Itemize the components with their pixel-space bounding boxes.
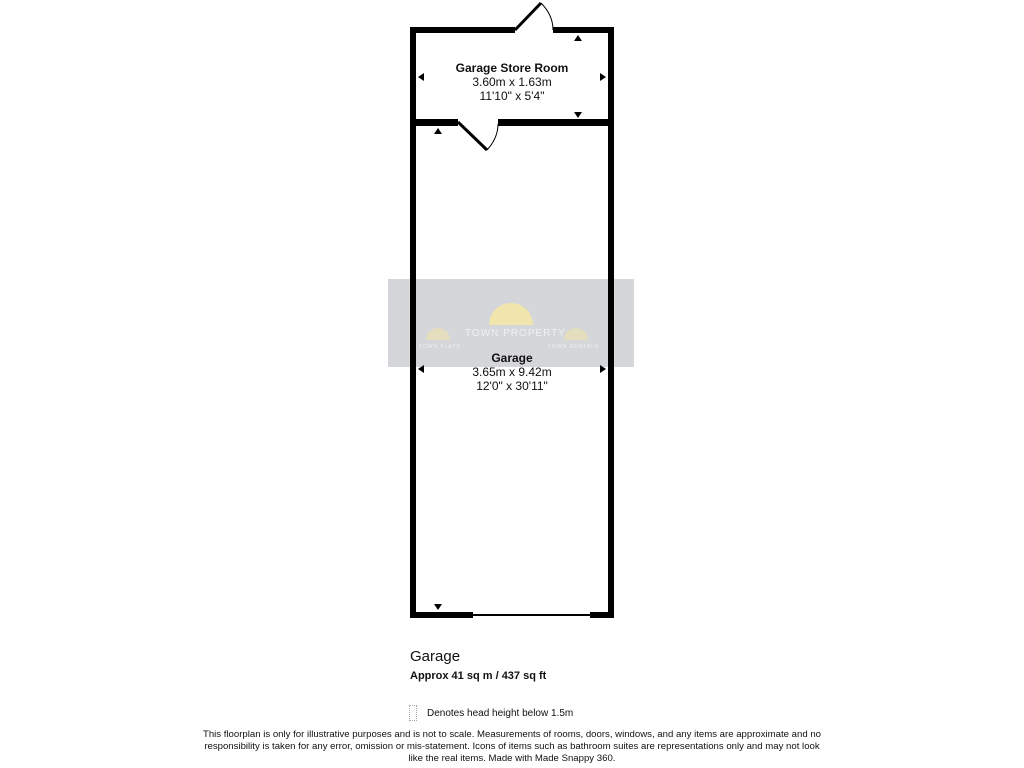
room-name: Garage: [491, 351, 533, 365]
room-metric: 3.65m x 9.42m: [472, 365, 552, 379]
walls: [410, 27, 614, 618]
floor-area: Approx 41 sq m / 437 sq ft: [410, 670, 547, 682]
room-imperial: 11'10" x 5'4": [479, 89, 545, 103]
room-name: Garage Store Room: [455, 61, 569, 75]
legend-text: Denotes head height below 1.5m: [427, 707, 574, 719]
head-height-legend-icon: [409, 705, 417, 721]
watermark-left: TOWN FLATS: [419, 344, 461, 350]
legend: [409, 705, 573, 721]
room-label-store: [412, 61, 612, 103]
disclaimer: This floorplan is only for illustrative purposes and is not to scale. Measurements of rooms, doors, windows, and any items are approximate and no responsibility is taken for any error, omission or mis-statement. Icons of items such as bathroom suites are representations only and may not look like the real items. Made with Made Snappy 360.: [202, 729, 822, 764]
watermark-center: TOWN PROPERTY: [465, 328, 566, 339]
watermark-right: TOWN RENTALS: [548, 344, 600, 350]
room-label-garage: [412, 351, 612, 393]
room-imperial: 12'0" x 30'11": [476, 379, 548, 393]
room-metric: 3.60m x 1.63m: [472, 75, 552, 89]
floor-name: Garage: [410, 648, 461, 665]
